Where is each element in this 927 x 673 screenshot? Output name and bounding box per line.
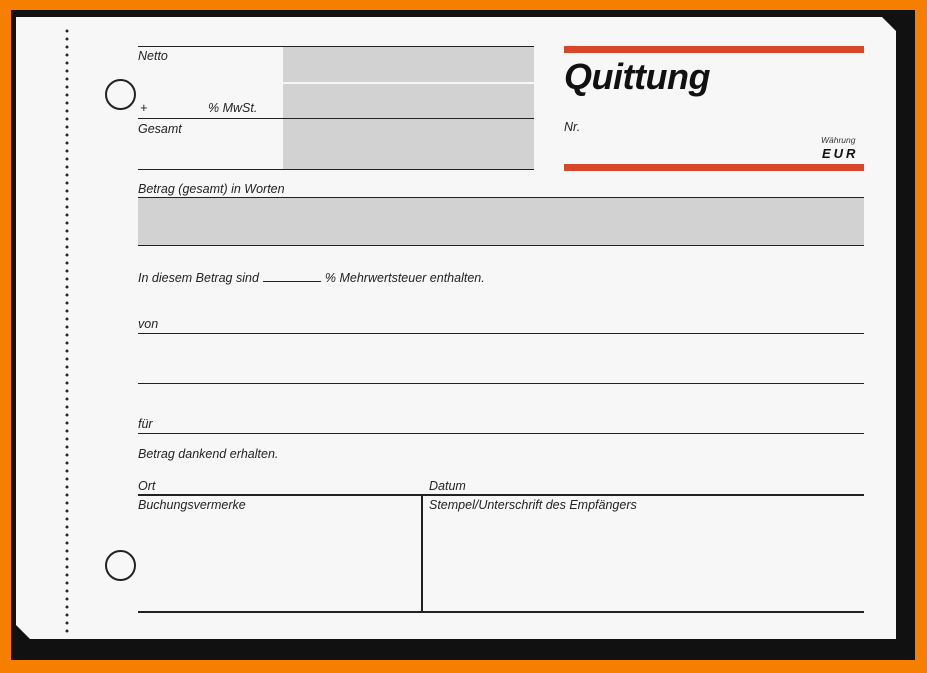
- bottom-line: [138, 611, 864, 613]
- netto-field-divider: [283, 82, 534, 84]
- place-label: Ort: [138, 479, 156, 493]
- mwst-line: [138, 118, 534, 119]
- booking-notes-box[interactable]: [138, 496, 421, 611]
- sheet-corner-bottom-left: [16, 625, 30, 639]
- gesamt-line: [138, 169, 534, 170]
- received-thanks-label: Betrag dankend erhalten.: [138, 447, 279, 461]
- amount-in-words-bottom-line: [138, 245, 864, 246]
- amount-in-words-label: Betrag (gesamt) in Worten: [138, 182, 285, 196]
- amount-fields-fill[interactable]: [283, 46, 534, 169]
- signature-box[interactable]: [424, 496, 864, 611]
- vat-sentence-post: % Mehrwertsteuer enthalten.: [324, 271, 485, 285]
- for-line[interactable]: [138, 433, 864, 434]
- amount-in-words-field[interactable]: [138, 198, 864, 245]
- date-label: Datum: [429, 479, 466, 493]
- netto-label: Netto: [138, 49, 168, 63]
- from-line-2[interactable]: [138, 383, 864, 384]
- from-label: von: [138, 317, 159, 331]
- currency-value: EUR: [822, 146, 859, 161]
- vat-sentence-pre: In diesem Betrag sind: [138, 271, 259, 285]
- title-top-bar: [564, 46, 864, 53]
- punch-hole-bottom: [105, 550, 136, 581]
- gesamt-label: Gesamt: [138, 122, 182, 136]
- title-bottom-bar: [564, 164, 864, 171]
- for-label: für: [138, 417, 153, 431]
- mwst-label: % MwSt.: [208, 101, 258, 115]
- stamp-signature-label: Stempel/Unterschrift des Empfängers: [429, 498, 637, 512]
- receipt-number-label: Nr.: [564, 120, 581, 134]
- plus-label: +: [140, 101, 148, 115]
- sheet-corner-top-right: [882, 17, 896, 31]
- perforation-line: [65, 27, 69, 633]
- amount-in-words-top-line: [138, 197, 864, 198]
- from-line[interactable]: [138, 333, 864, 334]
- booking-notes-label: Buchungsvermerke: [138, 498, 246, 512]
- vat-percent-blank[interactable]: [263, 281, 321, 282]
- punch-hole-top: [105, 79, 136, 110]
- receipt-title: Quittung: [564, 56, 710, 97]
- vat-sentence: [138, 272, 485, 285]
- bottom-divider: [421, 495, 423, 612]
- receipt-sheet: [16, 17, 896, 639]
- currency-label: Währung: [821, 135, 856, 145]
- amount-top-line: [138, 46, 534, 47]
